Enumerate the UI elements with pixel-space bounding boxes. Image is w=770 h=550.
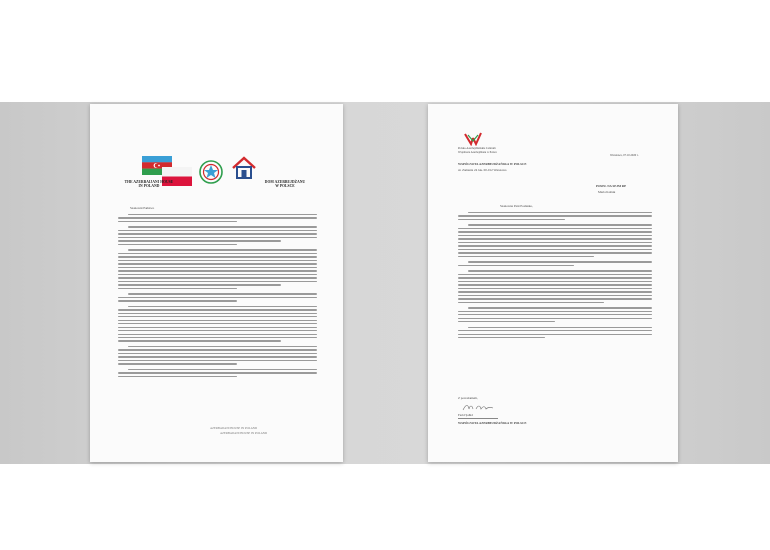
signature-name: Farid Şahid bbox=[458, 413, 473, 417]
emblem-icon bbox=[198, 159, 224, 185]
signature-icon bbox=[462, 403, 496, 412]
header-left-label: THE AZERBAIJANI HOUSE IN POLAND bbox=[124, 180, 174, 189]
footer-line-2: AZERBAIJANI HOUSE IN POLAND bbox=[220, 431, 268, 435]
salutation: Szanowni Państwo bbox=[130, 206, 155, 210]
salutation-right: Szanowna Pani Posłanko, bbox=[500, 204, 533, 208]
letter-page-right bbox=[428, 104, 678, 462]
community-logo-icon bbox=[464, 132, 482, 146]
header-right-label: DOM AZERBEJDŻANU W POLSCE bbox=[264, 180, 306, 189]
recipient-title: POSEŁ NA SEJM RP bbox=[596, 184, 627, 188]
sender-address: ul. Zamania 24 lok. 00-012 Warszawa bbox=[458, 168, 507, 172]
closing: Z poważaniem, bbox=[458, 396, 478, 400]
logo-caption-2: Wspólnota Azerbejdżanu w Polsce bbox=[458, 151, 497, 154]
footer-line-1: AZERBAIJANI HOUSE IN POLAND bbox=[210, 426, 258, 430]
letter-date: Warszawa, 07.10.2020 r. bbox=[610, 153, 639, 157]
footer-org: WSPÓLNOTA AZERBEJDŻAŃSKA W POLSCE bbox=[458, 421, 527, 425]
sender-title: WSPÓLNOTA AZERBEJDŻAŃSKA W POLSCE bbox=[458, 162, 527, 166]
signature-rule bbox=[458, 418, 498, 419]
recipient-name: Maria Kołtuk bbox=[598, 190, 616, 194]
logo-caption-1: Polsko-Azerbejdżańskie Centrum bbox=[458, 147, 496, 150]
body-text-block-right bbox=[458, 212, 652, 340]
letter-page-left bbox=[90, 104, 343, 462]
body-text-block bbox=[118, 214, 317, 379]
house-logo-icon bbox=[231, 156, 257, 180]
